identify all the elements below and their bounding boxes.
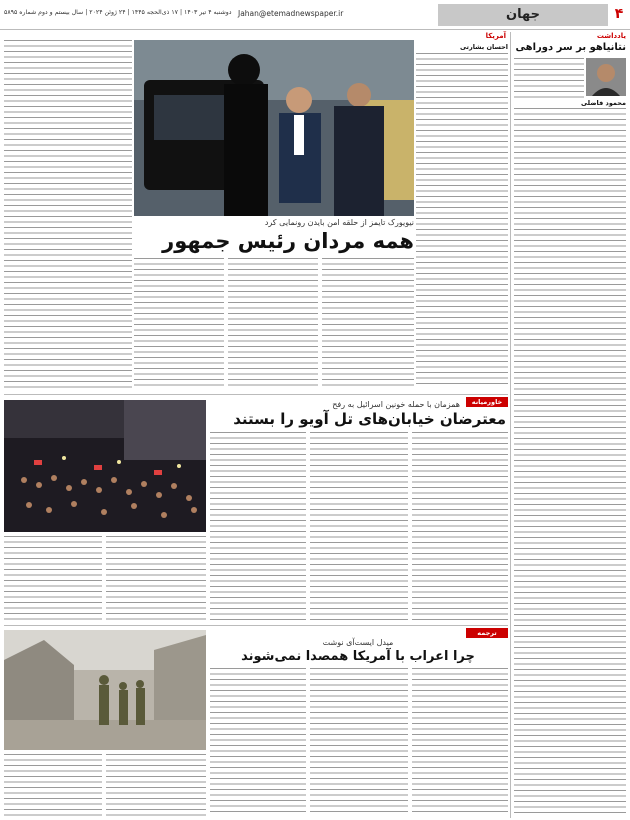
middle-column-body (416, 53, 508, 388)
arab-story-body-col-3 (412, 668, 508, 816)
arab-story-subtitle: میدل ایست‌آی نوشت (322, 638, 394, 647)
israel-story-body-col-3 (412, 432, 508, 622)
section-divider-1 (4, 394, 508, 395)
arab-story-body-col-2 (310, 668, 408, 816)
israel-story-body-col-4 (106, 536, 206, 622)
arab-story-headline: چرا اعراب با آمریکا همصدا نمی‌شوند (241, 649, 475, 664)
section-email[interactable]: Jahan@etemadnewspaper.ir (238, 9, 344, 18)
israel-story-subtitle: همزمان با حمله خونین اسرائیل به رفح (332, 400, 460, 409)
top-story-subtitle: نیویورک تایمز از حلقه امن بایدن رونمایی کرد (264, 218, 414, 227)
top-story-body-col-2 (228, 258, 318, 390)
portrait-icon (586, 58, 626, 96)
right-column-author: محمود فاضلی (581, 99, 626, 107)
israel-story-kicker: خاورمیانه (466, 397, 508, 407)
motorcade-photo-icon (134, 40, 414, 216)
right-column-title: نتانیاهو بر سر دوراهی (515, 42, 626, 53)
middle-kicker-bar (416, 32, 508, 42)
right-column-kicker: یادداشت (596, 32, 626, 40)
arab-story-body-col-4 (106, 754, 206, 816)
top-story-photo (134, 40, 414, 216)
dateline: دوشنبه ۴ تیر ۱۴۰۳ | ۱۷ ذی‌الحجه ۱۴۴۵ | ۲۴ ژوئن ۲۰۲۴ | سال بیستم و دوم شماره ۵۸۹۵ (4, 9, 232, 16)
israel-story-photo (4, 400, 206, 532)
right-column-intro (514, 58, 584, 98)
israel-story-body-col-5 (4, 536, 102, 622)
israel-story-body-col-1 (210, 432, 306, 622)
arab-story-body-col-5 (4, 754, 102, 816)
left-column-body (4, 40, 132, 390)
column-divider (510, 32, 511, 818)
page-number: ۴ (614, 6, 624, 22)
right-column-kicker-bar (512, 32, 630, 42)
middle-column-author: احسان بشارتی (459, 43, 508, 51)
israel-story-headline: معترضان خیابان‌های تل آویو را بستند (233, 410, 506, 428)
top-story-kicker: آمریکا (485, 32, 506, 40)
arab-story-body-col-1 (210, 668, 306, 816)
section-title: جهان (438, 4, 608, 26)
protest-crowd-photo-icon (4, 400, 206, 532)
top-story-body-col-1 (134, 258, 224, 390)
top-story-body-col-3 (322, 258, 414, 390)
right-column-body (514, 108, 626, 816)
author-photo (586, 58, 626, 96)
arab-story-photo (4, 630, 206, 750)
section-divider-2 (4, 625, 508, 626)
ruined-street-photo-icon (4, 630, 206, 750)
israel-story-body-col-2 (310, 432, 408, 622)
arab-story-kicker: ترجمه (466, 628, 508, 638)
top-story-headline: همه مردان رئیس جمهور (162, 229, 414, 253)
